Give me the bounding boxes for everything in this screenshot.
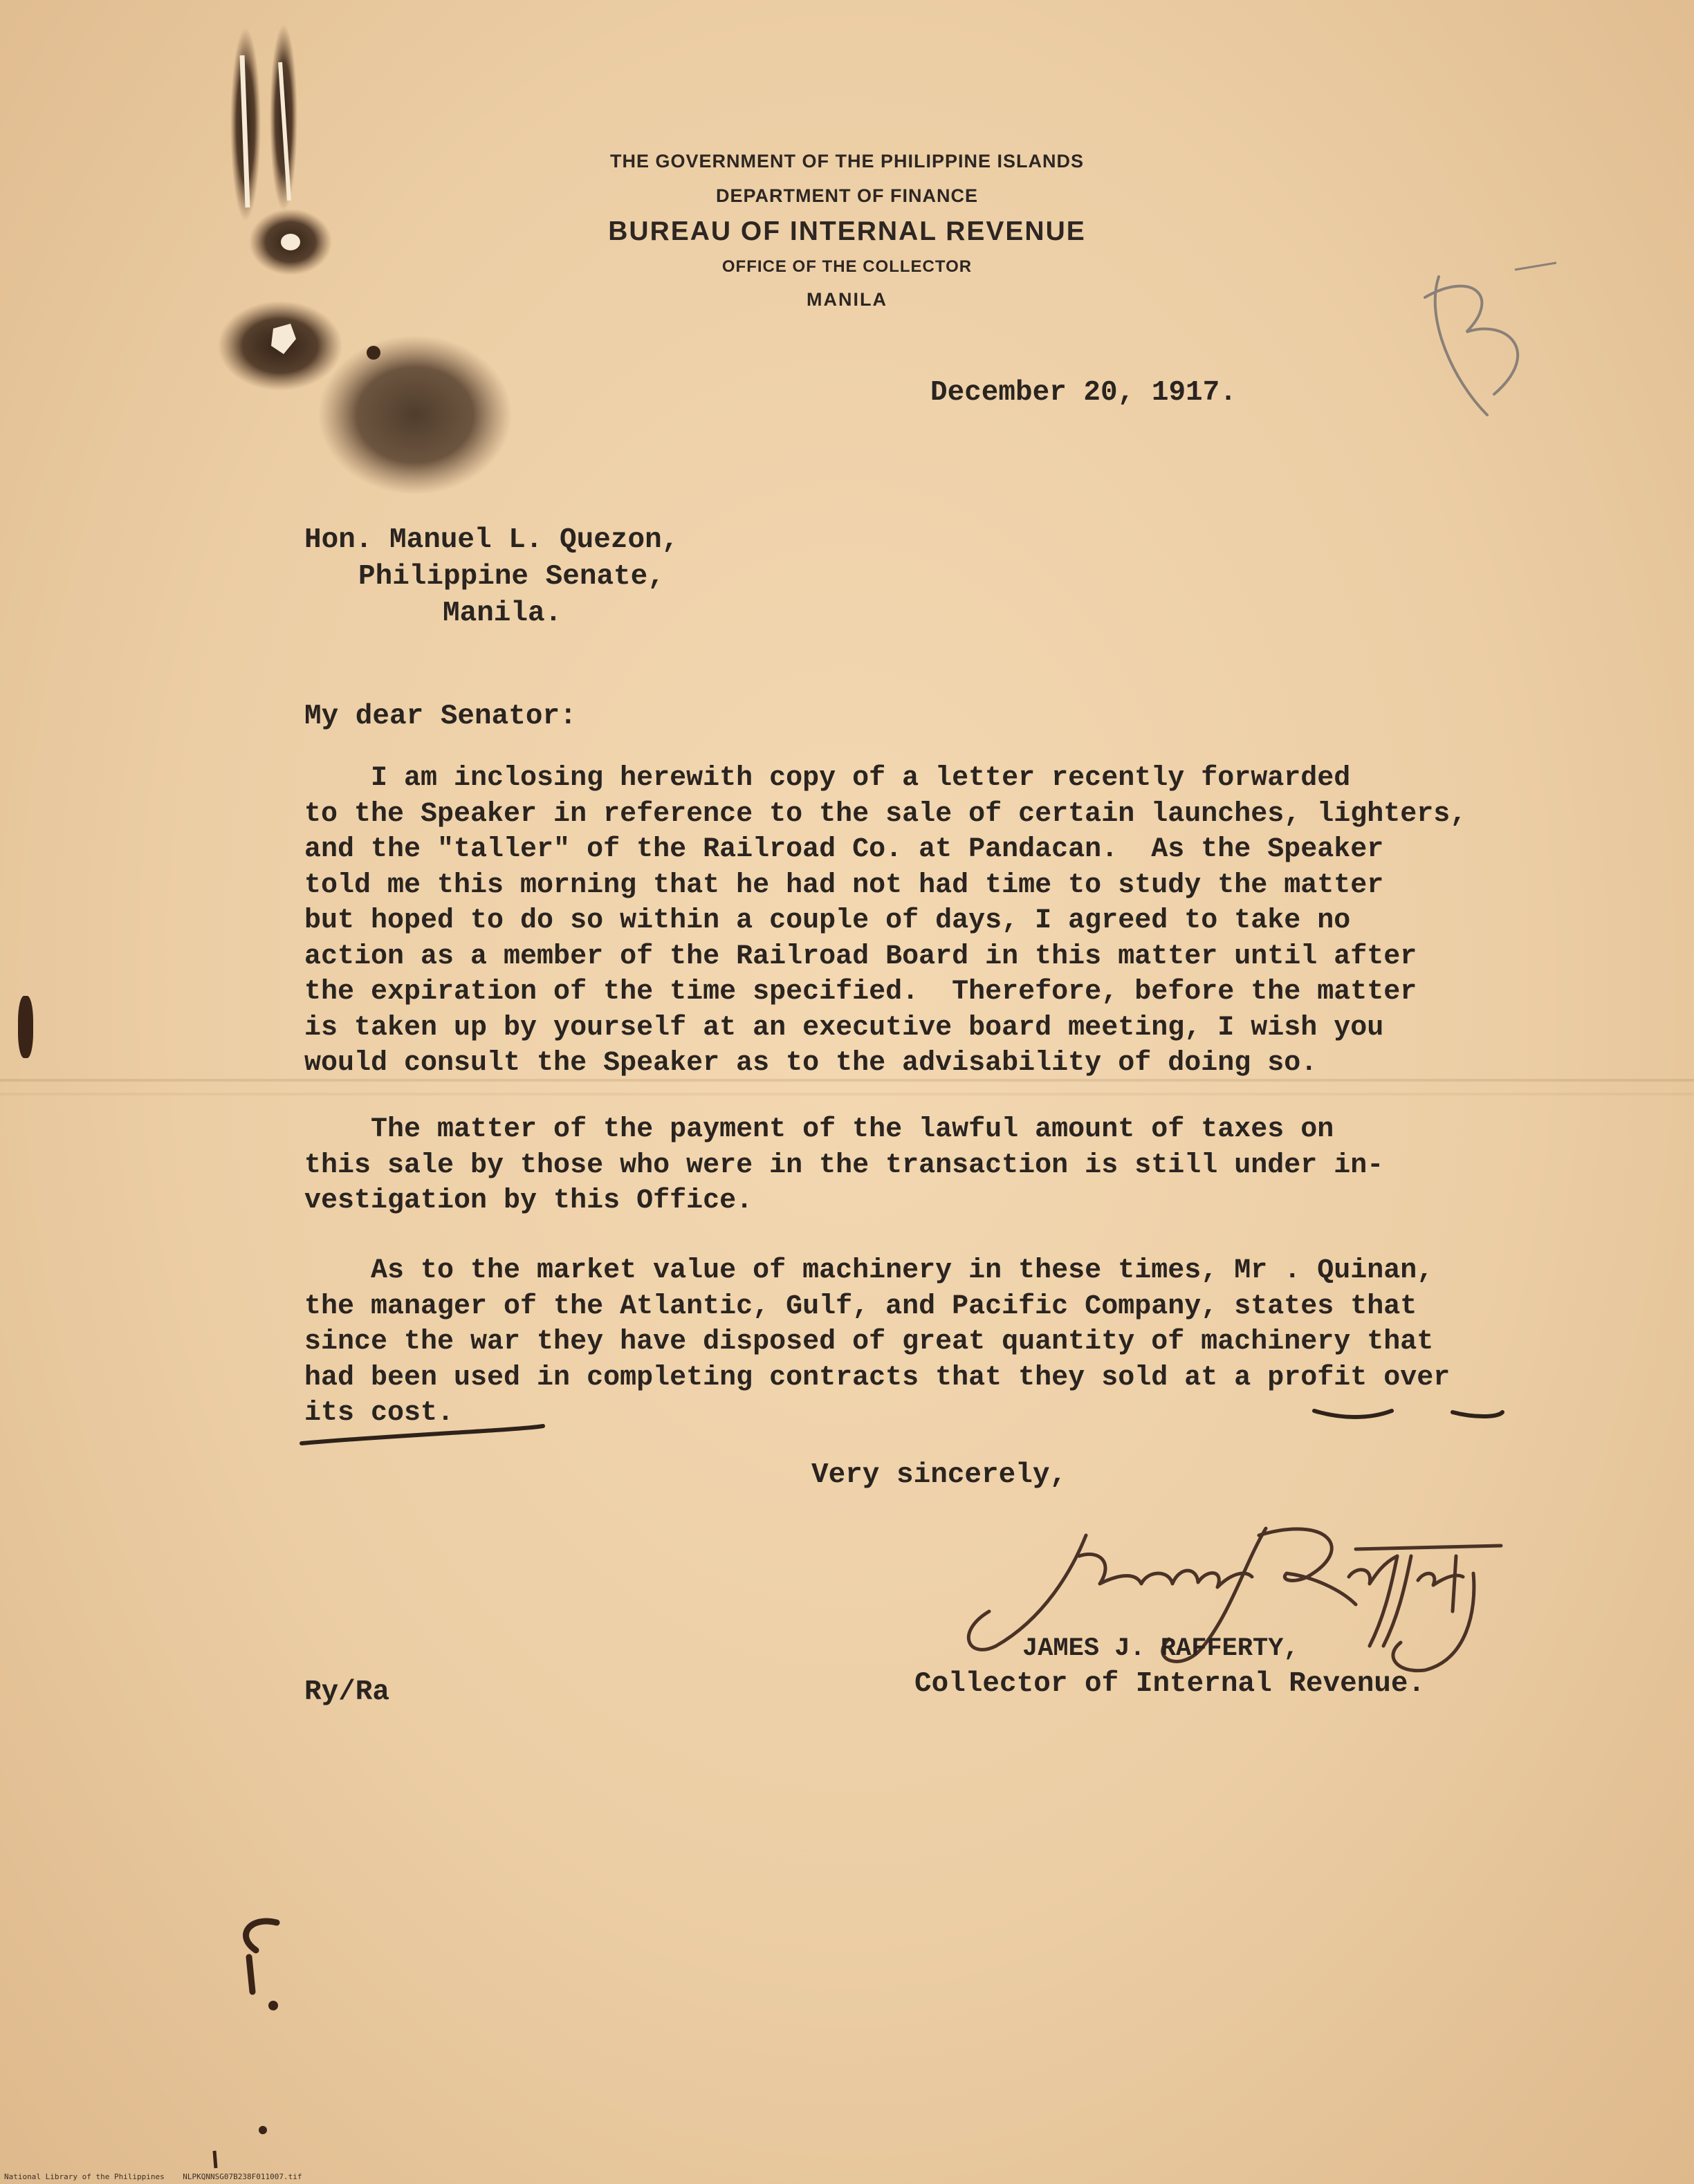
paragraph-line: to the Speaker in reference to the sale of certain launches, lighters, bbox=[304, 798, 1467, 830]
paragraph-line: the manager of the Atlantic, Gulf, and Pacific Company, states that bbox=[304, 1290, 1417, 1322]
underline-profit bbox=[1314, 1411, 1392, 1417]
handwritten-underlines bbox=[291, 1383, 1522, 1466]
letter-date: December 20, 1917. bbox=[930, 377, 1237, 409]
letterhead-office: OFFICE OF THE COLLECTOR bbox=[721, 257, 973, 276]
address-line-2: Philippine Senate, bbox=[358, 561, 665, 593]
paragraph-line: told me this morning that he had not had time to study the matter bbox=[304, 869, 1384, 901]
paragraph-line: but hoped to do so within a couple of days, I agreed to take no bbox=[304, 905, 1351, 936]
fold-crease bbox=[0, 1093, 1694, 1095]
pencil-mark bbox=[1411, 256, 1570, 446]
address-line-3: Manila. bbox=[443, 598, 562, 629]
letterhead-city: MANILA bbox=[807, 289, 887, 310]
paragraph-line: I am inclosing herewith copy of a letter recently forwarded bbox=[304, 763, 1351, 794]
paragraph-line: The matter of the payment of the lawful amount of taxes on bbox=[304, 1114, 1334, 1145]
paragraph-line: and the "taller" of the Railroad Co. at Pandacan. As the Speaker bbox=[304, 834, 1384, 865]
pencil-mark-drawing bbox=[1411, 256, 1570, 443]
address-line-1: Hon. Manuel L. Quezon, bbox=[304, 524, 679, 556]
signatory-name: JAMES J. RAFFERTY, bbox=[1022, 1634, 1299, 1663]
paragraph-line: vestigation by this Office. bbox=[304, 1185, 753, 1216]
underline-over bbox=[1453, 1412, 1502, 1416]
letterhead-department: DEPARTMENT OF FINANCE bbox=[716, 185, 978, 206]
salutation: My dear Senator: bbox=[304, 701, 577, 732]
underline-its-cost bbox=[302, 1426, 543, 1443]
paragraph-line: As to the market value of machinery in these times, Mr . Quinan, bbox=[304, 1255, 1434, 1286]
body-paragraph-1 bbox=[304, 761, 1536, 1082]
closing: Very sincerely, bbox=[811, 1459, 1067, 1491]
paragraph-line: since the war they have disposed of great quantity of machinery that bbox=[304, 1326, 1434, 1358]
paragraph-line: the expiration of the time specified. Therefore, before the matter bbox=[304, 977, 1417, 1008]
paragraph-line: is taken up by yourself at an executive board meeting, I wish you bbox=[304, 1012, 1384, 1044]
paragraph-line: this sale by those who were in the transaction is still under in- bbox=[304, 1149, 1384, 1181]
typist-initials: Ry/Ra bbox=[304, 1676, 390, 1708]
paragraph-line: would consult the Speaker as to the advisability of doing so. bbox=[304, 1048, 1318, 1079]
body-paragraph-2 bbox=[304, 1112, 1536, 1219]
paragraph-line: action as a member of the Railroad Board in this matter until after bbox=[304, 941, 1417, 972]
letterhead-bureau: BUREAU OF INTERNAL REVENUE bbox=[608, 216, 1086, 246]
lower-stains bbox=[208, 1909, 318, 2172]
archive-footer: National Library of the Philippines NLPKQNNSG07B238F011007.tif bbox=[4, 2172, 302, 2181]
signatory-title: Collector of Internal Revenue. bbox=[914, 1668, 1426, 1700]
edge-stain bbox=[18, 996, 33, 1058]
letterhead-government: THE GOVERNMENT OF THE PHILIPPINE ISLANDS bbox=[609, 151, 1085, 172]
paragraph-line: its cost. bbox=[304, 1398, 454, 1429]
paragraph-line: had been used in completing contracts that they sold at a profit over bbox=[304, 1362, 1451, 1394]
